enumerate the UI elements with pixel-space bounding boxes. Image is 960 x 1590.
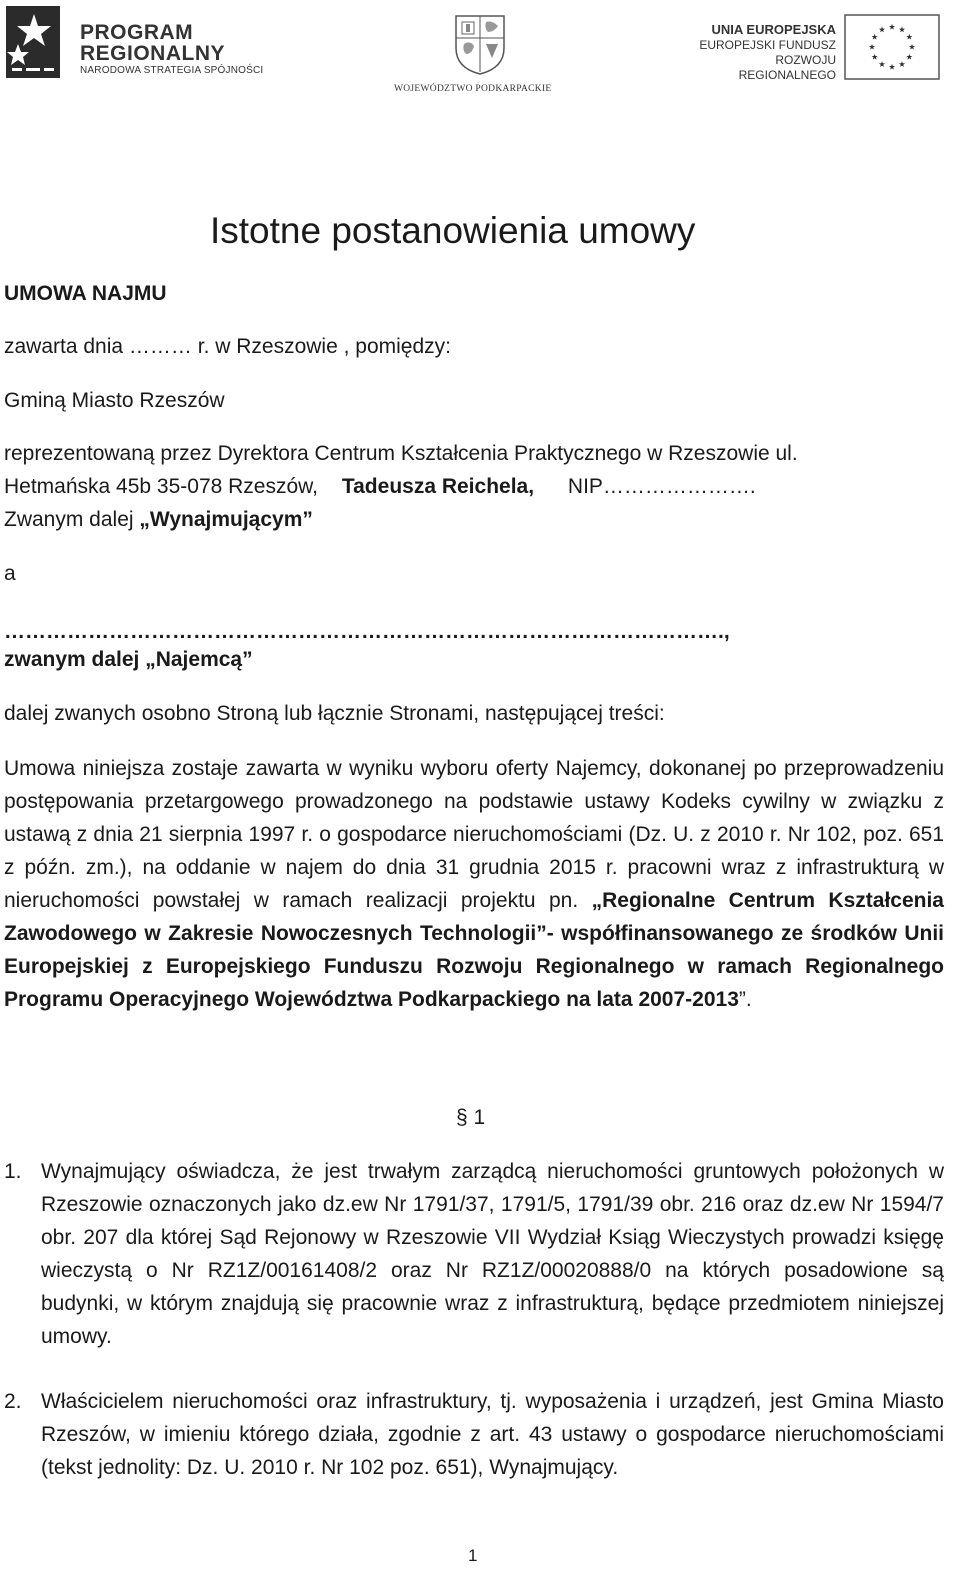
list-item-text: Wynajmujący oświadcza, że jest trwałym zarządcą nieruchomości gruntowych położonych w Rzeszowie oznaczonych jako dz.ew Nr 1791/37, 1791/5, 1791/39 obr. 216 oraz dz.ew Nr 1594/7 obr. 207 dla której Sąd Rejonowy w Rzeszowie VII Wydział Ksiąg Wieczystych prowadzi księgę wieczystą o Nr RZ1Z/00161408/2 oraz Nr RZ1Z/00020888/0 na których posadowione są budynki, w którym znajdują się pracownie wraz z infrastrukturą, będące przedmiotem niniejszej umowy. (41, 1160, 944, 1348)
logo-header (0, 0, 960, 110)
party1-address: Hetmańska 45b 35-078 Rzeszów, (4, 475, 319, 498)
party1-representation-line2 (4, 473, 944, 501)
wojewodztwo-podkarpackie-logo (394, 12, 574, 102)
concluded-line: zawarta dnia ……… r. w Rzeszowie , pomiędzy: (4, 335, 451, 358)
party1-called-prefix: Zwanym dalej (4, 508, 140, 531)
fundusz-label: EUROPEJSKI FUNDUSZ (699, 38, 836, 52)
list-item-text: Właścicielem nieruchomości oraz infrastruktury, tj. wyposażenia i urządzeń, jest Gmina Miasto Rzeszów, w imieniu którego działa, zgodnie z art. 43 ustawy o gospodarce nieruchomościami (tekst jednolity: Dz. U. 2010 r. Nr 102 poz. 651), Wynajmujący. (41, 1390, 944, 1479)
list-item-number: 2. (4, 1390, 22, 1413)
wojewodztwo-label: WOJEWÓDZTWO PODKARPACKIE (394, 84, 552, 94)
party2-placeholder: …………………………………………………………………………………………., (4, 620, 730, 643)
party1-called-name: „Wynajmującym” (139, 508, 313, 531)
intro-paragraph (4, 752, 944, 1016)
rozwoj-label: ROZWOJU REGIONALNEGO (738, 53, 836, 82)
party1-called-line (4, 506, 944, 534)
party1-representation-line1: reprezentowaną przez Dyrektora Centrum Kształcenia Praktycznego w Rzeszowie ul. (4, 442, 798, 465)
program-regionalny-logo (4, 4, 274, 84)
regionalny-label: REGIONALNY (80, 42, 226, 65)
page-number: 1 (468, 1546, 478, 1565)
intro-text: Umowa niniejsza zostaje zawarta w wyniku wyboru oferty Najemcy, dokonanej po przeprowadzeniu postępowania przetargowego prowadzonego na podstawie ustawy Kodeks cywilny w związku z ustawą z dnia 21 sierpnia 1997 r. o gospodarce nieruchomościami (Dz. U. z 2010 r. Nr 102, poz. 651 z późn. zm.), na oddanie w najem do dnia 31 grudnia 2015 r. pracowni wraz z infrastrukturą w nieruchomości powstałej w ramach realizacji projektu pn. (4, 757, 944, 912)
unia-europejska-logo (676, 14, 956, 86)
parties-together-line: dalej zwanych osobno Stroną lub łącznie Stronami, następującej treści: (4, 702, 665, 725)
intro-end: ”. (738, 988, 752, 1011)
coat-of-arms-icon (452, 12, 508, 76)
party1-nip: NIP…………………. (567, 475, 756, 498)
party1-name: Gminą Miasto Rzeszów (4, 389, 225, 412)
document-title: Istotne postanowienia umowy (210, 210, 696, 251)
list-item (4, 1385, 944, 1484)
program-label: PROGRAM (80, 21, 194, 44)
project-name: „Regionalne Centrum Kształcenia Zawodowego w Zakresie Nowoczesnych Technologii”- współfinansowanego ze środków Unii Europejskiej z Europejskiego Funduszu Rozwoju Regionalnego w ramach Regionalnego Programu Operacyjnego Województwa Podkarpackiego na lata 2007-2013 (4, 889, 944, 1011)
party1-director: Tadeusza Reichela, (341, 475, 535, 498)
ue-label: UNIA EUROPEJSKA (711, 22, 836, 37)
list-item (4, 1155, 944, 1353)
nss-label: NARODOWA STRATEGIA SPÓJNOŚCI (80, 65, 264, 76)
party2-called: zwanym dalej „Najemcą” (4, 648, 253, 671)
contract-type: UMOWA NAJMU (4, 282, 167, 305)
and-conjunction: a (4, 562, 16, 585)
program-regionalny-emblem-icon (4, 4, 74, 84)
eu-flag-icon (844, 14, 940, 80)
list-item-number: 1. (4, 1160, 22, 1183)
section-heading: § 1 (456, 1106, 486, 1129)
